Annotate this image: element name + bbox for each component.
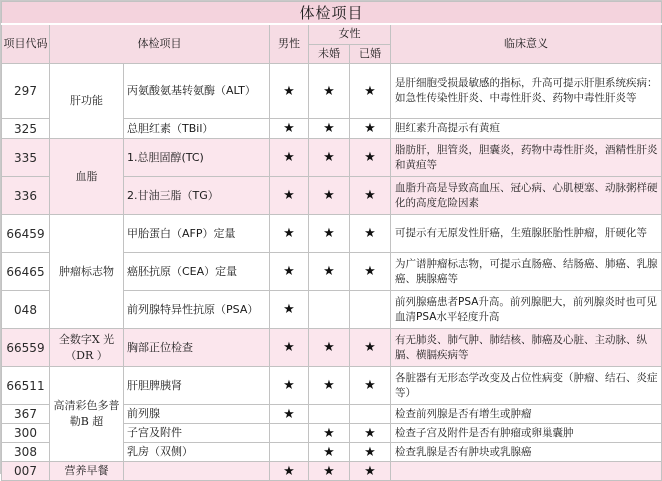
married-star: ★ bbox=[350, 443, 391, 462]
category-tumor-markers: 肿瘤标志物 bbox=[50, 215, 124, 329]
unmarried-star: ★ bbox=[309, 424, 350, 443]
table-row bbox=[2, 462, 662, 481]
row-meaning: 前列腺癌患者PSA升高。前列腺肥大，前列腺炎时也可见血清PSA水平轻度升高 bbox=[391, 291, 662, 329]
row-item: 2.甘油三脂（TG） bbox=[124, 177, 270, 215]
row-code: 308 bbox=[2, 443, 50, 462]
row-meaning: 检查乳腺是否有肿块或乳腺癌 bbox=[391, 443, 662, 462]
table-row bbox=[2, 329, 662, 367]
male-star: ★ bbox=[270, 329, 309, 367]
unmarried-star: ★ bbox=[309, 119, 350, 139]
category-digital-xray: 全数字X 光（DR ） bbox=[50, 329, 124, 367]
unmarried-star: ★ bbox=[309, 462, 350, 481]
row-item: 丙氨酸氨基转氨酶（ALT） bbox=[124, 64, 270, 119]
row-code: 300 bbox=[2, 424, 50, 443]
category-liver-function: 肝功能 bbox=[50, 64, 124, 139]
married-star: ★ bbox=[350, 177, 391, 215]
married-star: ★ bbox=[350, 119, 391, 139]
married-star: ★ bbox=[350, 462, 391, 481]
row-meaning: 可提示有无原发性肝癌，生殖腺胚胎性肿瘤，肝硬化等 bbox=[391, 215, 662, 253]
row-code: 297 bbox=[2, 64, 50, 119]
category-nutrition-breakfast: 营养早餐 bbox=[50, 462, 124, 481]
table-row bbox=[2, 139, 662, 177]
married-star: ★ bbox=[350, 424, 391, 443]
row-meaning: 脂肪肝，胆管炎，胆囊炎，药物中毒性肝炎，酒精性肝炎和黄疸等 bbox=[391, 139, 662, 177]
row-code: 367 bbox=[2, 405, 50, 424]
category-blood-lipids: 血脂 bbox=[50, 139, 124, 215]
row-item: 癌胚抗原（CEA）定量 bbox=[124, 253, 270, 291]
row-code: 007 bbox=[2, 462, 50, 481]
married-star: ★ bbox=[350, 215, 391, 253]
row-item: 1.总胆固醇(TC) bbox=[124, 139, 270, 177]
male-star: ★ bbox=[270, 64, 309, 119]
row-meaning: 胆红素升高提示有黄疸 bbox=[391, 119, 662, 139]
married-star: ★ bbox=[350, 139, 391, 177]
male-empty bbox=[270, 443, 309, 462]
married-empty bbox=[350, 291, 391, 329]
row-item bbox=[124, 462, 270, 481]
unmarried-star: ★ bbox=[309, 367, 350, 405]
married-star: ★ bbox=[350, 253, 391, 291]
row-code: 66559 bbox=[2, 329, 50, 367]
unmarried-star: ★ bbox=[309, 64, 350, 119]
header-male: 男性 bbox=[270, 24, 309, 64]
row-item: 甲胎蛋白（AFP）定量 bbox=[124, 215, 270, 253]
married-star: ★ bbox=[350, 329, 391, 367]
male-star: ★ bbox=[270, 253, 309, 291]
row-meaning: 检查子宫及附件是否有肿瘤或卵巢囊肿 bbox=[391, 424, 662, 443]
row-meaning: 血脂升高是导致高血压、冠心病、心肌梗塞、动脉粥样硬化的高度危险因素 bbox=[391, 177, 662, 215]
row-code: 66459 bbox=[2, 215, 50, 253]
table-row bbox=[2, 215, 662, 253]
row-code: 336 bbox=[2, 177, 50, 215]
header-item: 体检项目 bbox=[50, 24, 270, 64]
row-item: 肝胆脾胰肾 bbox=[124, 367, 270, 405]
row-meaning: 是肝细胞受损最敏感的指标，升高可提示肝胆系统疾病：如急性传染性肝炎、中毒性肝炎、药物中毒性肝炎等 bbox=[391, 64, 662, 119]
header-unmarried: 未婚 bbox=[309, 44, 350, 64]
header-code bbox=[2, 24, 50, 64]
row-code: 66465 bbox=[2, 253, 50, 291]
row-item: 总胆红素（TBil） bbox=[124, 119, 270, 139]
header-meaning: 临床意义 bbox=[391, 24, 662, 64]
row-item: 前列腺特异性抗原（PSA） bbox=[124, 291, 270, 329]
male-star: ★ bbox=[270, 177, 309, 215]
male-star: ★ bbox=[270, 405, 309, 424]
row-code: 325 bbox=[2, 119, 50, 139]
row-code: 048 bbox=[2, 291, 50, 329]
male-star: ★ bbox=[270, 462, 309, 481]
header-code-label: 项目代码 bbox=[3, 37, 48, 50]
unmarried-star: ★ bbox=[309, 443, 350, 462]
row-item: 乳房（双侧） bbox=[124, 443, 270, 462]
row-meaning bbox=[391, 462, 662, 481]
table-row bbox=[2, 367, 662, 405]
row-item: 前列腺 bbox=[124, 405, 270, 424]
unmarried-star: ★ bbox=[309, 329, 350, 367]
married-empty bbox=[350, 405, 391, 424]
unmarried-empty bbox=[309, 291, 350, 329]
header-female: 女性 bbox=[309, 24, 391, 44]
male-star: ★ bbox=[270, 291, 309, 329]
category-color-doppler-ultrasound: 高清彩色多普勒B 超 bbox=[50, 367, 124, 462]
male-star: ★ bbox=[270, 119, 309, 139]
row-item: 胸部正位检查 bbox=[124, 329, 270, 367]
row-meaning: 为广谱肿瘤标志物，可提示直肠癌、结肠癌、肺癌、乳腺癌、胰腺癌等 bbox=[391, 253, 662, 291]
table-row bbox=[2, 64, 662, 119]
row-code: 66511 bbox=[2, 367, 50, 405]
unmarried-star: ★ bbox=[309, 215, 350, 253]
row-code: 335 bbox=[2, 139, 50, 177]
row-meaning: 检查前列腺是否有增生或肿瘤 bbox=[391, 405, 662, 424]
married-star: ★ bbox=[350, 367, 391, 405]
married-star: ★ bbox=[350, 64, 391, 119]
header-married: 已婚 bbox=[350, 44, 391, 64]
unmarried-empty bbox=[309, 405, 350, 424]
row-item: 子宫及附件 bbox=[124, 424, 270, 443]
exam-items-table bbox=[1, 1, 662, 481]
unmarried-star: ★ bbox=[309, 177, 350, 215]
row-meaning: 有无肺炎、肺气肿、肺结核、肺癌及心脏、主动脉、纵膈、横膈疾病等 bbox=[391, 329, 662, 367]
unmarried-star: ★ bbox=[309, 139, 350, 177]
male-star: ★ bbox=[270, 367, 309, 405]
male-star: ★ bbox=[270, 139, 309, 177]
row-meaning: 各脏器有无形态学改变及占位性病变（肿瘤、结石、炎症等） bbox=[391, 367, 662, 405]
male-empty bbox=[270, 424, 309, 443]
table-title: 体检项目 bbox=[2, 2, 662, 25]
unmarried-star: ★ bbox=[309, 253, 350, 291]
male-star: ★ bbox=[270, 215, 309, 253]
